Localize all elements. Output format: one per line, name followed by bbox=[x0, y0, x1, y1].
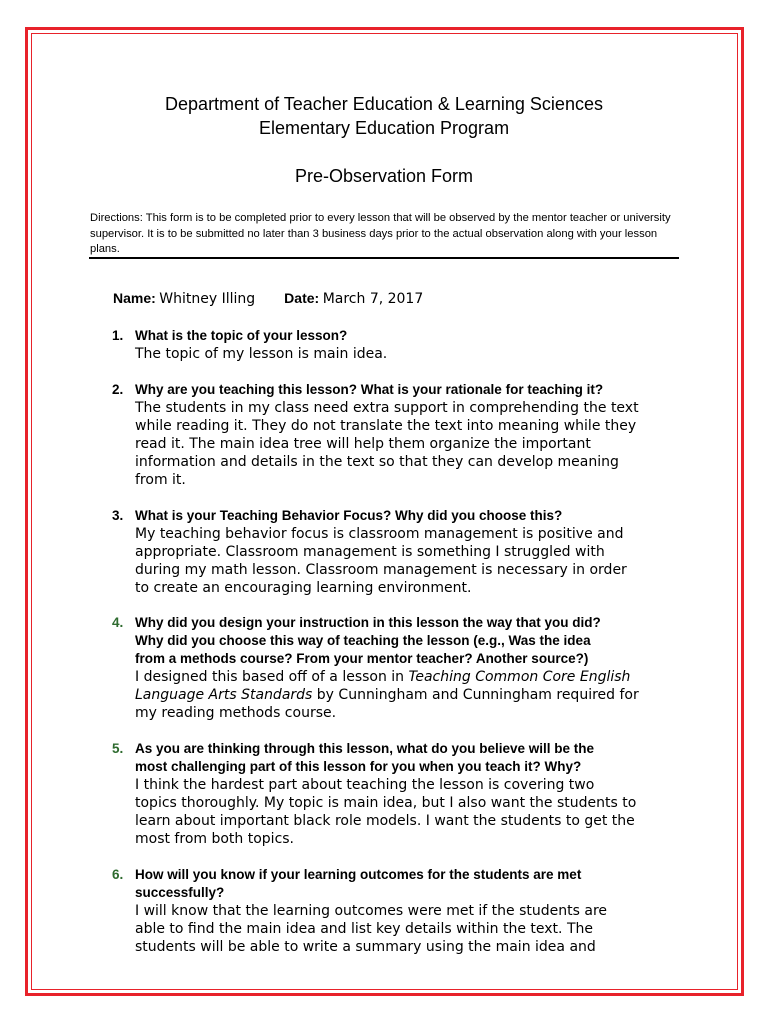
form-title: Pre-Observation Form bbox=[294, 166, 474, 186]
question-5 bbox=[112, 740, 692, 848]
question-number: 5. bbox=[112, 741, 124, 756]
question-text: What is the topic of your lesson? bbox=[135, 328, 348, 343]
answer-text bbox=[135, 902, 692, 956]
answer-text bbox=[135, 525, 692, 597]
answer-line: to create an encouraging learning environment. bbox=[135, 580, 472, 596]
answer-line: learn about important black role models. I want the students to get the bbox=[135, 813, 635, 829]
question-text: Why are you teaching this lesson? What is your rationale for teaching it? bbox=[135, 382, 604, 397]
name-date-line bbox=[113, 288, 423, 310]
question-line: As you are thinking through this lesson, what do you believe will be the bbox=[135, 741, 595, 756]
name-label: Name: bbox=[113, 290, 156, 306]
program-heading: Elementary Education Program bbox=[258, 118, 510, 138]
answer-segment: by Cunningham and Cunningham required for bbox=[312, 687, 639, 703]
department-heading: Department of Teacher Education & Learning Sciences bbox=[165, 94, 603, 114]
question-4 bbox=[112, 614, 692, 722]
answer-line: I think the hardest part about teaching the lesson is covering two bbox=[135, 777, 595, 793]
answer-line: I will know that the learning outcomes were met if the students are bbox=[135, 903, 608, 919]
answer-text: The topic of my lesson is main idea. bbox=[135, 346, 388, 362]
answer-line: most from both topics. bbox=[135, 831, 295, 847]
answer-line: able to find the main idea and list key details within the text. The bbox=[135, 921, 593, 937]
answer-line: read it. The main idea tree will help them organize the important bbox=[135, 436, 591, 452]
question-1 bbox=[112, 327, 692, 363]
question-text bbox=[135, 866, 692, 902]
answer-line: information and details in the text so that they can develop meaning bbox=[135, 454, 619, 470]
question-line: How will you know if your learning outcomes for the students are met bbox=[135, 867, 582, 882]
answer-text bbox=[135, 776, 692, 848]
question-3 bbox=[112, 507, 692, 597]
answer-text bbox=[135, 399, 692, 489]
answer-line: from it. bbox=[135, 472, 186, 488]
answer-line: The students in my class need extra support in comprehending the text bbox=[135, 400, 639, 416]
answer-line: appropriate. Classroom management is something I struggled with bbox=[135, 544, 605, 560]
answer-line: My teaching behavior focus is classroom management is positive and bbox=[135, 526, 624, 542]
question-text: What is your Teaching Behavior Focus? Why did you choose this? bbox=[135, 508, 563, 523]
question-number: 2. bbox=[112, 382, 124, 397]
directions-text: Directions: This form is to be completed prior to every lesson that will be observed by the mentor teacher or university supervisor. It is to be submitted no later than 3 business days prior to the actual observation along with your lesson plans. bbox=[90, 212, 671, 255]
question-number: 3. bbox=[112, 508, 124, 523]
answer-line: topics thoroughly. My topic is main idea, but I also want the students to bbox=[135, 795, 637, 811]
answer-text bbox=[135, 668, 692, 722]
date-label: Date: bbox=[284, 290, 320, 306]
answer-line: students will be able to write a summary using the main idea and bbox=[135, 939, 596, 955]
question-line: Why did you design your instruction in this lesson the way that you did? bbox=[135, 615, 601, 630]
question-6 bbox=[112, 866, 692, 956]
book-title-segment: Language Arts Standards bbox=[135, 687, 313, 703]
question-number: 1. bbox=[112, 328, 124, 343]
question-text bbox=[135, 614, 692, 668]
question-line: successfully? bbox=[135, 885, 225, 900]
answer-segment: I designed this based off of a lesson in bbox=[135, 669, 409, 685]
answer-line: while reading it. They do not translate the text into meaning while they bbox=[135, 418, 637, 434]
question-line: Why did you choose this way of teaching the lesson (e.g., Was the idea bbox=[135, 633, 591, 648]
answer-line: during my math lesson. Classroom management is necessary in order bbox=[135, 562, 627, 578]
book-title-segment: Teaching Common Core English bbox=[408, 669, 631, 685]
question-line: most challenging part of this lesson for you when you teach it? Why? bbox=[135, 759, 582, 774]
answer-line bbox=[135, 668, 692, 686]
question-line: from a methods course? From your mentor teacher? Another source?) bbox=[135, 651, 589, 666]
question-number: 6. bbox=[112, 867, 124, 882]
divider-rule bbox=[89, 257, 679, 259]
answer-line bbox=[135, 686, 692, 704]
name-value: Whitney Illing bbox=[159, 291, 256, 307]
answer-line: my reading methods course. bbox=[135, 705, 337, 721]
question-2 bbox=[112, 381, 692, 489]
date-value: March 7, 2017 bbox=[322, 291, 424, 307]
question-text bbox=[135, 740, 692, 776]
question-number: 4. bbox=[112, 615, 124, 630]
